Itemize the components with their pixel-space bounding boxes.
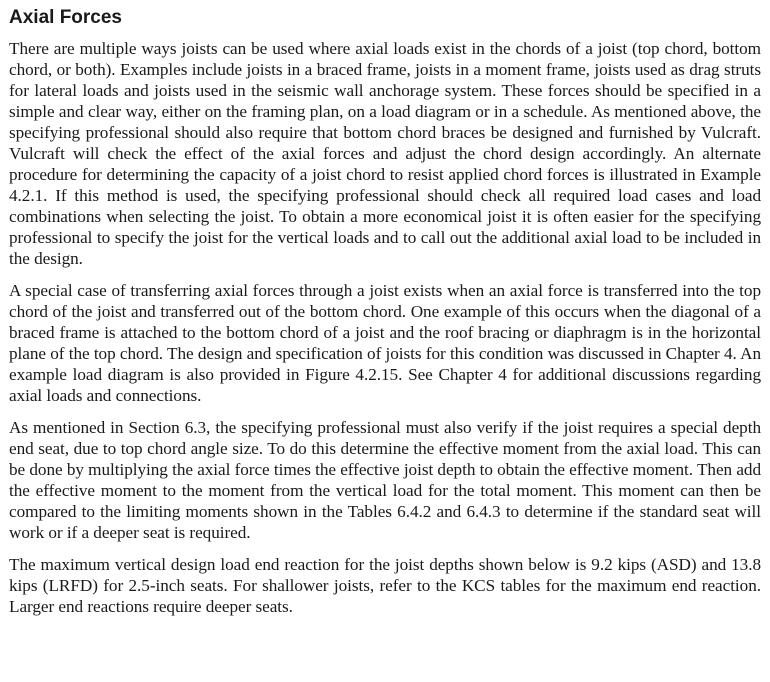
section-heading: Axial Forces [9,7,122,28]
paragraph-end-seat-verification: As mentioned in Section 6.3, the specifying professional must also verify if the joist requires a special depth end seat, due to top chord angle size. To do this determine the effective moment from the axial load. This can be done by multiplying the axial force times the effective joist depth to obtain the effective moment. Then add the effective moment to the moment from the vertical load for the total moment. This moment can then be compared to the limiting moments shown in the Tables 6.4.2 and 6.4.3 to determine if the standard seat will work or if a deeper seat is required. [9,418,761,542]
document-page [9,6,761,628]
paragraph-max-end-reaction: The maximum vertical design load end reaction for the joist depths shown below is 9.2 kips (ASD) and 13.8 kips (LRFD) for 2.5-inch seats. For shallower joists, refer to the KCS tables for the maximum end reaction. Larger end reactions require deeper seats. [9,555,761,616]
paragraph-axial-loads-overview: There are multiple ways joists can be used where axial loads exist in the chords of a joist (top chord, bottom chord, or both). Examples include joists in a braced frame, joists in a moment frame, joists used as drag struts for lateral loads and joists used in the seismic wall anchorage system. These forces should be specified in a simple and clear way, either on the framing plan, on a load diagram or in a schedule. As mentioned above, the specifying professional should also require that bottom chord braces be designed and furnished by Vulcraft. Vulcraft will check the effect of the axial forces and adjust the chord design accordingly. An alternate procedure for determining the capacity of a joist chord to resist applied chord forces is illustrated in Example 4.2.1. If this method is used, the specifying professional should check all required load cases and load combinations when selecting the joist. To obtain a more economical joist it is often easier for the specifying professional to specify the joist for the vertical loads and to call out the additional axial load to be included in the design. [9,39,761,268]
paragraph-special-case-transfer: A special case of transferring axial forces through a joist exists when an axial force is transferred into the top chord of the joist and transferred out of the bottom chord. One example of this occurs when the diagonal of a braced frame is attached to the bottom chord of a joist and the roof bracing or diaphragm is in the horizontal plane of the top chord. The design and specification of joists for this condition was discussed in Chapter 4. An example load diagram is also provided in Figure 4.2.15. See Chapter 4 for additional discussions regarding axial loads and connections. [9,281,761,405]
